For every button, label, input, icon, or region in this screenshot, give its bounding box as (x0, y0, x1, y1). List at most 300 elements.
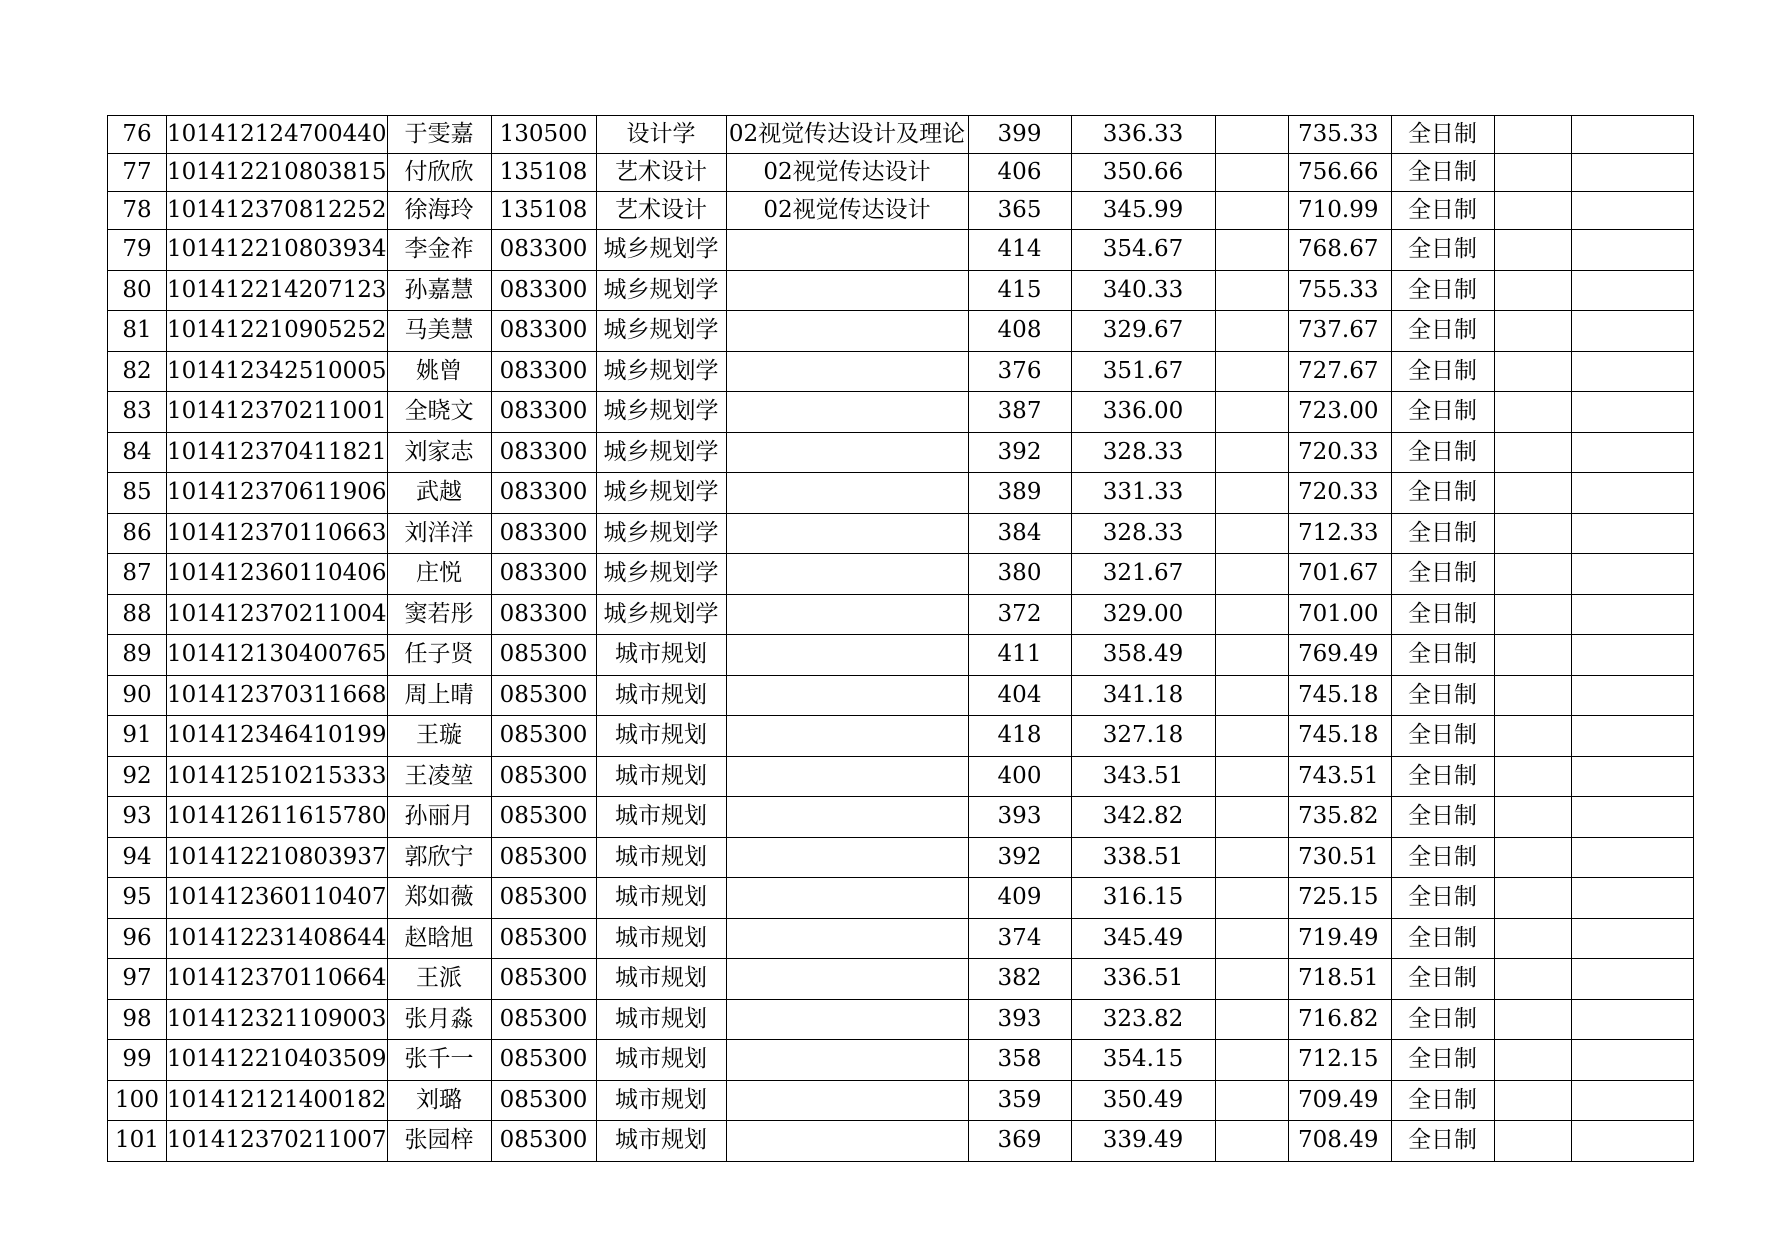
cell-exam-id: 101412360110407 (167, 878, 388, 919)
cell-initial-score: 384 (968, 513, 1071, 554)
cell-index: 84 (108, 432, 167, 473)
cell-note-2 (1571, 392, 1693, 433)
cell-major-code: 083300 (491, 473, 596, 514)
cell-retest-score: 323.82 (1071, 999, 1215, 1040)
table-row (108, 837, 1694, 878)
cell-direction (726, 270, 968, 311)
cell-note-1 (1494, 594, 1571, 635)
cell-index: 94 (108, 837, 167, 878)
cell-initial-score: 389 (968, 473, 1071, 514)
cell-initial-score: 400 (968, 756, 1071, 797)
cell-name: 刘家志 (387, 432, 491, 473)
cell-index: 93 (108, 797, 167, 838)
cell-major: 城乡规划学 (596, 432, 726, 473)
cell-name: 窦若彤 (387, 594, 491, 635)
table-row (108, 878, 1694, 919)
cell-note-1 (1494, 192, 1571, 230)
cell-extra (1215, 1080, 1288, 1121)
cell-note-2 (1571, 635, 1693, 676)
cell-study-mode: 全日制 (1391, 756, 1494, 797)
cell-index: 95 (108, 878, 167, 919)
cell-index: 77 (108, 154, 167, 192)
cell-total-score: 730.51 (1288, 837, 1391, 878)
cell-retest-score: 354.67 (1071, 230, 1215, 271)
cell-direction (726, 959, 968, 1000)
cell-note-1 (1494, 999, 1571, 1040)
cell-direction (726, 797, 968, 838)
cell-total-score: 720.33 (1288, 473, 1391, 514)
cell-major-code: 085300 (491, 797, 596, 838)
table-row (108, 1040, 1694, 1081)
table-row (108, 999, 1694, 1040)
cell-exam-id: 101412210403509 (167, 1040, 388, 1081)
cell-study-mode: 全日制 (1391, 473, 1494, 514)
cell-extra (1215, 716, 1288, 757)
cell-note-2 (1571, 554, 1693, 595)
cell-total-score: 716.82 (1288, 999, 1391, 1040)
cell-major-code: 085300 (491, 716, 596, 757)
cell-major: 城市规划 (596, 716, 726, 757)
cell-note-2 (1571, 878, 1693, 919)
cell-retest-score: 336.33 (1071, 116, 1215, 154)
cell-total-score: 735.33 (1288, 116, 1391, 154)
cell-index: 98 (108, 999, 167, 1040)
cell-study-mode: 全日制 (1391, 878, 1494, 919)
cell-note-1 (1494, 675, 1571, 716)
cell-major: 城乡规划学 (596, 230, 726, 271)
cell-direction (726, 1121, 968, 1162)
cell-direction (726, 554, 968, 595)
cell-study-mode: 全日制 (1391, 594, 1494, 635)
table-row (108, 959, 1694, 1000)
cell-retest-score: 350.49 (1071, 1080, 1215, 1121)
cell-total-score: 708.49 (1288, 1121, 1391, 1162)
cell-note-1 (1494, 918, 1571, 959)
cell-total-score: 755.33 (1288, 270, 1391, 311)
cell-name: 张月淼 (387, 999, 491, 1040)
cell-study-mode: 全日制 (1391, 797, 1494, 838)
cell-study-mode: 全日制 (1391, 270, 1494, 311)
cell-exam-id: 101412611615780 (167, 797, 388, 838)
cell-extra (1215, 116, 1288, 154)
cell-total-score: 769.49 (1288, 635, 1391, 676)
cell-note-2 (1571, 432, 1693, 473)
cell-name: 任子贤 (387, 635, 491, 676)
cell-direction (726, 311, 968, 352)
cell-initial-score: 392 (968, 837, 1071, 878)
cell-name: 孙嘉慧 (387, 270, 491, 311)
cell-name: 张园梓 (387, 1121, 491, 1162)
cell-exam-id: 101412321109003 (167, 999, 388, 1040)
cell-extra (1215, 959, 1288, 1000)
cell-retest-score: 351.67 (1071, 351, 1215, 392)
cell-index: 83 (108, 392, 167, 433)
cell-direction (726, 756, 968, 797)
cell-study-mode: 全日制 (1391, 554, 1494, 595)
table-row (108, 473, 1694, 514)
table-row (108, 154, 1694, 192)
cell-index: 99 (108, 1040, 167, 1081)
admission-score-table (107, 115, 1694, 1162)
cell-note-1 (1494, 959, 1571, 1000)
cell-major: 城乡规划学 (596, 351, 726, 392)
cell-note-1 (1494, 513, 1571, 554)
cell-initial-score: 358 (968, 1040, 1071, 1081)
cell-retest-score: 329.67 (1071, 311, 1215, 352)
cell-index: 100 (108, 1080, 167, 1121)
cell-name: 全晓文 (387, 392, 491, 433)
cell-note-2 (1571, 959, 1693, 1000)
cell-index: 79 (108, 230, 167, 271)
cell-note-2 (1571, 351, 1693, 392)
cell-direction (726, 351, 968, 392)
cell-retest-score: 345.99 (1071, 192, 1215, 230)
cell-major-code: 085300 (491, 675, 596, 716)
cell-major-code: 085300 (491, 999, 596, 1040)
cell-note-1 (1494, 230, 1571, 271)
cell-index: 80 (108, 270, 167, 311)
cell-retest-score: 343.51 (1071, 756, 1215, 797)
cell-major-code: 083300 (491, 432, 596, 473)
cell-note-1 (1494, 116, 1571, 154)
cell-direction (726, 230, 968, 271)
cell-initial-score: 399 (968, 116, 1071, 154)
table-row (108, 756, 1694, 797)
cell-major-code: 085300 (491, 756, 596, 797)
cell-note-2 (1571, 797, 1693, 838)
cell-initial-score: 406 (968, 154, 1071, 192)
cell-retest-score: 336.51 (1071, 959, 1215, 1000)
cell-major-code: 085300 (491, 837, 596, 878)
cell-major-code: 083300 (491, 392, 596, 433)
cell-note-2 (1571, 473, 1693, 514)
table-row (108, 594, 1694, 635)
cell-index: 88 (108, 594, 167, 635)
table-row (108, 230, 1694, 271)
cell-study-mode: 全日制 (1391, 392, 1494, 433)
cell-exam-id: 101412210803934 (167, 230, 388, 271)
cell-extra (1215, 756, 1288, 797)
cell-note-1 (1494, 1080, 1571, 1121)
cell-direction (726, 635, 968, 676)
cell-direction: 02视觉传达设计及理论 (726, 116, 968, 154)
cell-retest-score: 350.66 (1071, 154, 1215, 192)
cell-name: 庄悦 (387, 554, 491, 595)
cell-note-1 (1494, 878, 1571, 919)
cell-direction: 02视觉传达设计 (726, 192, 968, 230)
cell-initial-score: 411 (968, 635, 1071, 676)
cell-extra (1215, 473, 1288, 514)
cell-note-1 (1494, 554, 1571, 595)
cell-direction (726, 1080, 968, 1121)
cell-retest-score: 329.00 (1071, 594, 1215, 635)
table-row (108, 1080, 1694, 1121)
cell-direction (726, 716, 968, 757)
cell-total-score: 719.49 (1288, 918, 1391, 959)
cell-extra (1215, 878, 1288, 919)
cell-note-1 (1494, 392, 1571, 433)
cell-name: 武越 (387, 473, 491, 514)
table-row (108, 918, 1694, 959)
cell-note-2 (1571, 192, 1693, 230)
cell-major-code: 135108 (491, 154, 596, 192)
cell-retest-score: 340.33 (1071, 270, 1215, 311)
cell-major: 城乡规划学 (596, 311, 726, 352)
cell-total-score: 745.18 (1288, 716, 1391, 757)
cell-major: 城市规划 (596, 837, 726, 878)
cell-total-score: 712.15 (1288, 1040, 1391, 1081)
cell-direction (726, 473, 968, 514)
cell-study-mode: 全日制 (1391, 959, 1494, 1000)
cell-direction (726, 594, 968, 635)
cell-direction (726, 392, 968, 433)
cell-major: 艺术设计 (596, 192, 726, 230)
cell-total-score: 737.67 (1288, 311, 1391, 352)
cell-major: 城市规划 (596, 878, 726, 919)
cell-study-mode: 全日制 (1391, 999, 1494, 1040)
cell-name: 刘洋洋 (387, 513, 491, 554)
table-row (108, 675, 1694, 716)
cell-study-mode: 全日制 (1391, 116, 1494, 154)
cell-retest-score: 328.33 (1071, 432, 1215, 473)
table-row (108, 351, 1694, 392)
cell-major: 城乡规划学 (596, 270, 726, 311)
cell-total-score: 720.33 (1288, 432, 1391, 473)
cell-exam-id: 101412370812252 (167, 192, 388, 230)
cell-total-score: 718.51 (1288, 959, 1391, 1000)
cell-retest-score: 345.49 (1071, 918, 1215, 959)
cell-note-2 (1571, 154, 1693, 192)
cell-study-mode: 全日制 (1391, 716, 1494, 757)
cell-note-1 (1494, 635, 1571, 676)
cell-initial-score: 393 (968, 797, 1071, 838)
cell-direction (726, 513, 968, 554)
cell-total-score: 712.33 (1288, 513, 1391, 554)
cell-note-1 (1494, 1040, 1571, 1081)
cell-extra (1215, 351, 1288, 392)
cell-study-mode: 全日制 (1391, 192, 1494, 230)
cell-note-1 (1494, 837, 1571, 878)
cell-retest-score: 331.33 (1071, 473, 1215, 514)
cell-major: 城乡规划学 (596, 392, 726, 433)
cell-exam-id: 101412370211001 (167, 392, 388, 433)
cell-note-1 (1494, 1121, 1571, 1162)
cell-exam-id: 101412124700440 (167, 116, 388, 154)
cell-extra (1215, 999, 1288, 1040)
cell-major-code: 085300 (491, 959, 596, 1000)
cell-note-2 (1571, 837, 1693, 878)
cell-exam-id: 101412370110664 (167, 959, 388, 1000)
cell-major: 城乡规划学 (596, 554, 726, 595)
cell-major-code: 085300 (491, 1121, 596, 1162)
cell-study-mode: 全日制 (1391, 311, 1494, 352)
table-row (108, 1121, 1694, 1162)
cell-initial-score: 372 (968, 594, 1071, 635)
cell-retest-score: 327.18 (1071, 716, 1215, 757)
cell-index: 76 (108, 116, 167, 154)
cell-study-mode: 全日制 (1391, 1080, 1494, 1121)
cell-extra (1215, 594, 1288, 635)
table-row (108, 392, 1694, 433)
cell-index: 78 (108, 192, 167, 230)
cell-note-2 (1571, 1040, 1693, 1081)
cell-note-2 (1571, 675, 1693, 716)
cell-extra (1215, 675, 1288, 716)
cell-total-score: 725.15 (1288, 878, 1391, 919)
cell-name: 付欣欣 (387, 154, 491, 192)
cell-exam-id: 101412214207123 (167, 270, 388, 311)
cell-retest-score: 342.82 (1071, 797, 1215, 838)
cell-total-score: 709.49 (1288, 1080, 1391, 1121)
cell-name: 姚曾 (387, 351, 491, 392)
table-row (108, 797, 1694, 838)
table-row (108, 116, 1694, 154)
cell-initial-score: 408 (968, 311, 1071, 352)
cell-index: 86 (108, 513, 167, 554)
cell-direction (726, 999, 968, 1040)
cell-extra (1215, 797, 1288, 838)
cell-major: 城市规划 (596, 1080, 726, 1121)
cell-extra (1215, 513, 1288, 554)
cell-name: 郭欣宁 (387, 837, 491, 878)
cell-extra (1215, 154, 1288, 192)
cell-name: 赵晗旭 (387, 918, 491, 959)
cell-note-2 (1571, 1121, 1693, 1162)
cell-major-code: 083300 (491, 230, 596, 271)
cell-total-score: 745.18 (1288, 675, 1391, 716)
cell-study-mode: 全日制 (1391, 351, 1494, 392)
cell-exam-id: 101412346410199 (167, 716, 388, 757)
cell-extra (1215, 837, 1288, 878)
cell-name: 周上晴 (387, 675, 491, 716)
cell-major: 城市规划 (596, 797, 726, 838)
cell-note-2 (1571, 513, 1693, 554)
cell-name: 于雯嘉 (387, 116, 491, 154)
cell-major-code: 083300 (491, 311, 596, 352)
cell-major-code: 085300 (491, 635, 596, 676)
cell-note-1 (1494, 473, 1571, 514)
cell-major-code: 083300 (491, 270, 596, 311)
cell-initial-score: 387 (968, 392, 1071, 433)
cell-name: 马美慧 (387, 311, 491, 352)
cell-note-2 (1571, 311, 1693, 352)
cell-retest-score: 358.49 (1071, 635, 1215, 676)
table-row (108, 192, 1694, 230)
cell-exam-id: 101412210803937 (167, 837, 388, 878)
cell-retest-score: 328.33 (1071, 513, 1215, 554)
cell-initial-score: 409 (968, 878, 1071, 919)
cell-retest-score: 316.15 (1071, 878, 1215, 919)
cell-name: 刘璐 (387, 1080, 491, 1121)
cell-exam-id: 101412370411821 (167, 432, 388, 473)
cell-name: 王派 (387, 959, 491, 1000)
cell-name: 张千一 (387, 1040, 491, 1081)
cell-exam-id: 101412121400182 (167, 1080, 388, 1121)
table-row (108, 554, 1694, 595)
cell-extra (1215, 192, 1288, 230)
cell-note-2 (1571, 594, 1693, 635)
cell-study-mode: 全日制 (1391, 432, 1494, 473)
cell-total-score: 710.99 (1288, 192, 1391, 230)
cell-name: 孙丽月 (387, 797, 491, 838)
cell-study-mode: 全日制 (1391, 1121, 1494, 1162)
cell-total-score: 701.67 (1288, 554, 1391, 595)
cell-major: 艺术设计 (596, 154, 726, 192)
cell-exam-id: 101412370211007 (167, 1121, 388, 1162)
cell-major: 城乡规划学 (596, 473, 726, 514)
cell-name: 李金祚 (387, 230, 491, 271)
cell-extra (1215, 392, 1288, 433)
cell-exam-id: 101412210905252 (167, 311, 388, 352)
cell-total-score: 727.67 (1288, 351, 1391, 392)
cell-study-mode: 全日制 (1391, 918, 1494, 959)
cell-extra (1215, 1121, 1288, 1162)
cell-direction (726, 918, 968, 959)
cell-note-1 (1494, 351, 1571, 392)
cell-index: 97 (108, 959, 167, 1000)
cell-major: 城市规划 (596, 675, 726, 716)
cell-exam-id: 101412370611906 (167, 473, 388, 514)
cell-major: 城市规划 (596, 1040, 726, 1081)
cell-direction (726, 837, 968, 878)
table-row (108, 270, 1694, 311)
cell-major-code: 135108 (491, 192, 596, 230)
cell-extra (1215, 1040, 1288, 1081)
cell-index: 91 (108, 716, 167, 757)
cell-exam-id: 101412360110406 (167, 554, 388, 595)
cell-major: 城市规划 (596, 918, 726, 959)
cell-extra (1215, 432, 1288, 473)
cell-major: 城乡规划学 (596, 594, 726, 635)
cell-extra (1215, 230, 1288, 271)
cell-major-code: 083300 (491, 594, 596, 635)
cell-initial-score: 369 (968, 1121, 1071, 1162)
cell-initial-score: 380 (968, 554, 1071, 595)
cell-note-1 (1494, 154, 1571, 192)
cell-initial-score: 376 (968, 351, 1071, 392)
cell-initial-score: 382 (968, 959, 1071, 1000)
cell-major-code: 085300 (491, 878, 596, 919)
cell-study-mode: 全日制 (1391, 154, 1494, 192)
cell-total-score: 701.00 (1288, 594, 1391, 635)
cell-initial-score: 414 (968, 230, 1071, 271)
cell-extra (1215, 918, 1288, 959)
cell-study-mode: 全日制 (1391, 1040, 1494, 1081)
cell-exam-id: 101412370110663 (167, 513, 388, 554)
cell-extra (1215, 270, 1288, 311)
cell-total-score: 768.67 (1288, 230, 1391, 271)
cell-direction (726, 878, 968, 919)
cell-note-2 (1571, 918, 1693, 959)
cell-retest-score: 339.49 (1071, 1121, 1215, 1162)
table-row (108, 635, 1694, 676)
cell-note-1 (1494, 432, 1571, 473)
table-row (108, 716, 1694, 757)
cell-extra (1215, 635, 1288, 676)
cell-note-2 (1571, 116, 1693, 154)
cell-major-code: 083300 (491, 554, 596, 595)
cell-total-score: 756.66 (1288, 154, 1391, 192)
cell-study-mode: 全日制 (1391, 837, 1494, 878)
cell-extra (1215, 554, 1288, 595)
cell-name: 徐海玲 (387, 192, 491, 230)
cell-index: 87 (108, 554, 167, 595)
cell-note-1 (1494, 797, 1571, 838)
cell-index: 85 (108, 473, 167, 514)
cell-study-mode: 全日制 (1391, 675, 1494, 716)
cell-study-mode: 全日制 (1391, 230, 1494, 271)
cell-extra (1215, 311, 1288, 352)
